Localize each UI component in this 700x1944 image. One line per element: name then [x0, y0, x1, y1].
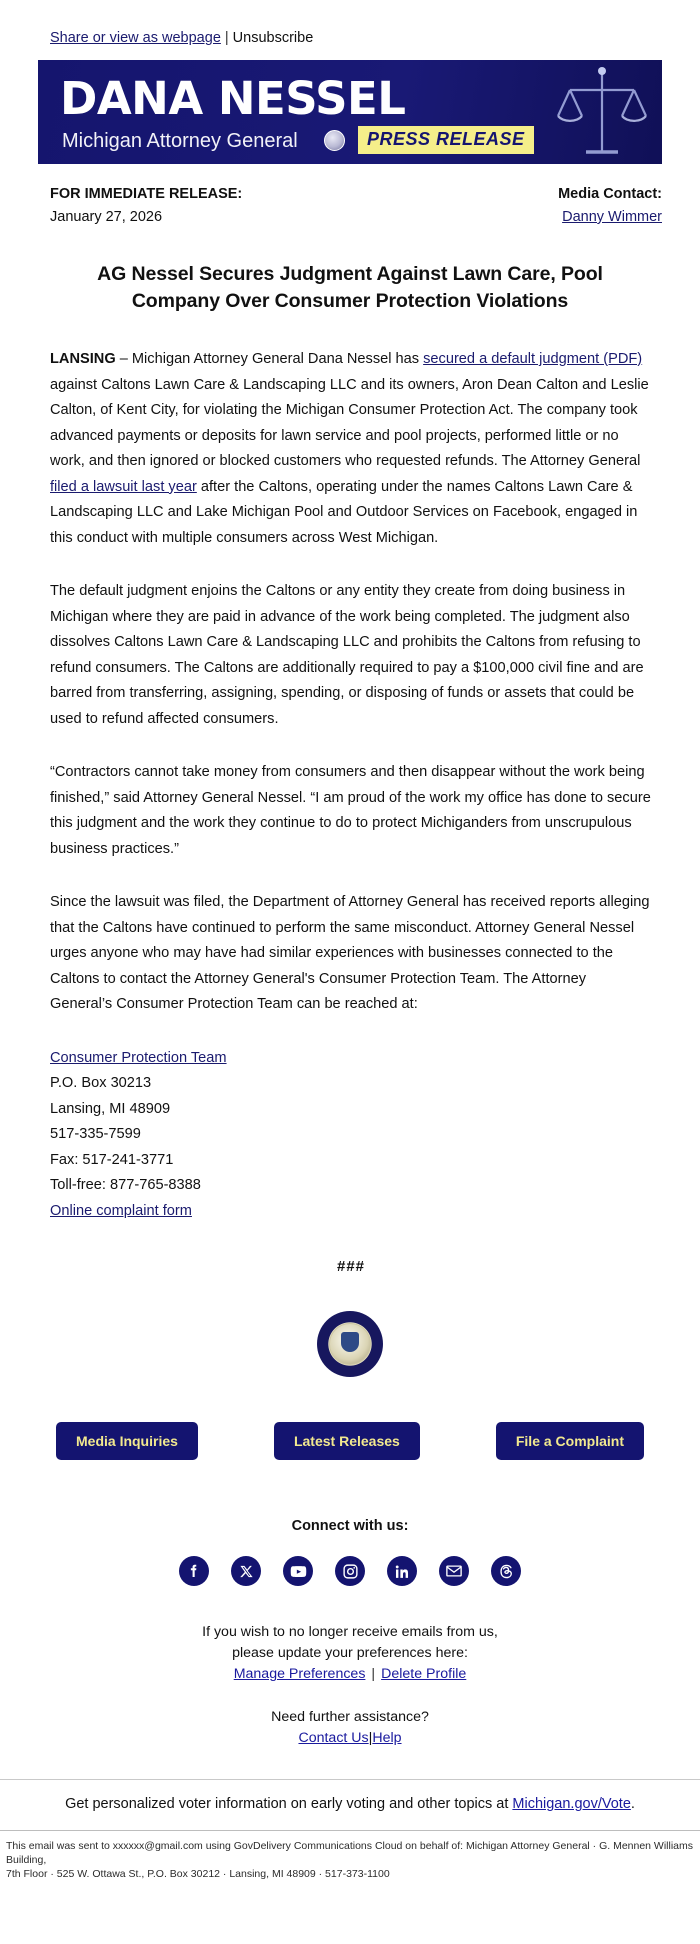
social-links-row	[0, 1556, 700, 1586]
consumer-protection-team-link[interactable]: Consumer Protection Team	[50, 1049, 227, 1066]
page-title: AG Nessel Secures Judgment Against Lawn Care, Pool Company Over Consumer Protection Violations	[97, 263, 603, 312]
delete-profile-link[interactable]: Delete Profile	[381, 1666, 467, 1682]
voter-info-bar	[0, 1780, 700, 1830]
scales-of-justice-icon	[550, 60, 654, 164]
banner-subtitle: Michigan Attorney General	[62, 130, 298, 152]
linkedin-icon[interactable]	[387, 1556, 417, 1586]
help-pipe: |	[368, 1730, 373, 1746]
legal-line-1: This email was sent to xxxxxx@gmail.com using GovDelivery Communications Cloud on behalf of: Michigan Attorney General · G. Mennen Williams Building,	[6, 1840, 694, 1866]
paragraph-3: “Contractors cannot take money from consumers and then disappear without the work being finished,” said Attorney General Nessel. “I am proud of the work my office has done to secure this judgment and the work they continue to do to protect Michiganders from unscrupulous business practices.”	[50, 764, 651, 857]
contact-city-state-zip: Lansing, MI 48909	[50, 1100, 171, 1117]
end-marker: ###	[336, 1258, 366, 1275]
release-info	[50, 186, 242, 225]
seal-row	[0, 1311, 700, 1382]
cta-button-row	[0, 1382, 700, 1460]
help-block	[0, 1707, 700, 1749]
latest-releases-button[interactable]: Latest Releases	[274, 1422, 420, 1460]
online-complaint-form-link[interactable]: Online complaint form	[50, 1202, 192, 1219]
status-badge: PRESS RELEASE	[358, 126, 534, 154]
michigan-gov-vote-link[interactable]: Michigan.gov/Vote	[512, 1796, 631, 1812]
seal-shield	[341, 1332, 359, 1352]
help-links	[0, 1728, 700, 1749]
prefs-line-2: please update your preferences here:	[232, 1645, 468, 1661]
media-contact-link[interactable]: Danny Wimmer	[562, 209, 662, 225]
legal-footer	[0, 1830, 700, 1891]
filed-lawsuit-link[interactable]: filed a lawsuit last year	[50, 478, 197, 495]
contact-phone: 517-335-7599	[50, 1126, 141, 1142]
share-or-view-as-webpage-link[interactable]: Share or view as webpage	[50, 30, 221, 46]
paragraph-4: Since the lawsuit was filed, the Department of Attorney General has received reports alleging that the Caltons have continued to perform the same misconduct. Attorney General Nessel urges anyone who may have had similar experiences with businesses connected to the Caltons to contact the Attorney General's Consumer Protection Team. The Attorney General’s Consumer Protection Team can be reached at:	[50, 894, 650, 1012]
media-contact-info	[558, 186, 662, 225]
unsubscribe-link[interactable]: Unsubscribe	[232, 30, 314, 46]
prefs-pipe: |	[371, 1666, 376, 1682]
p1-text-b: against Caltons Lawn Care & Landscaping LLC and its owners, Aron Dean Calton and Leslie Calton, of Kent City, for violating the Michigan Consumer Protection Act. The company took advanced payments or deposits for lawn service and pool projects, performed little or no work, and then ignored or blocked customers who requested refunds. The Attorney General	[50, 376, 649, 469]
consumer-protection-contact-block	[50, 1046, 652, 1225]
contact-fax: Fax: 517-241-3771	[50, 1151, 174, 1168]
contact-us-link[interactable]: Contact Us	[298, 1730, 369, 1746]
release-meta	[0, 164, 700, 225]
default-judgment-pdf-link[interactable]: secured a default judgment (PDF)	[423, 351, 643, 367]
dateline: LANSING	[50, 351, 116, 367]
media-contact-label: Media Contact:	[558, 186, 662, 202]
contact-toll-free: Toll-free: 877-765-8388	[50, 1177, 201, 1193]
great-seal-of-michigan-icon	[317, 1311, 383, 1377]
paragraph-2: The default judgment enjoins the Caltons or any entity they create from doing business in Michigan where they are paid in advance of the work being completed. The judgment also dissolves Caltons Lawn Care & Landscaping LLC and prohibits the Caltons from refusing to refund consumers. The Caltons are additionally required to pay a $100,000 civil fine and are barred from transferring, assigning, spending, or disposing of funds or assets that could be used to refund affected consumers.	[50, 583, 644, 727]
contact-po-box: P.O. Box 30213	[50, 1075, 152, 1091]
preheader-separator: |	[224, 30, 229, 46]
p1-text-c: after the Caltons, operating under the names Caltons Lawn Care & Landscaping LLC and Lake Michigan Pool and Outdoor Services on Facebook, engaged in this conduct with multiple consumers across West Michigan.	[50, 478, 638, 546]
p1-text-a: – Michigan Attorney General Dana Nessel has	[115, 351, 424, 367]
for-immediate-release-label: FOR IMMEDIATE RELEASE:	[50, 186, 243, 202]
youtube-icon[interactable]	[283, 1556, 313, 1586]
x-twitter-icon[interactable]	[231, 1556, 261, 1586]
facebook-icon[interactable]	[179, 1556, 209, 1586]
michigan-state-seal-icon	[324, 130, 345, 151]
threads-icon[interactable]	[491, 1556, 521, 1586]
email-icon[interactable]	[439, 1556, 469, 1586]
banner-wrap	[0, 60, 700, 164]
press-release-banner	[38, 60, 662, 164]
preheader	[0, 0, 700, 60]
media-inquiries-button[interactable]: Media Inquiries	[56, 1422, 198, 1460]
press-release-body	[0, 347, 700, 1275]
paragraph-1	[50, 347, 652, 551]
prefs-links	[0, 1664, 700, 1685]
manage-preferences-link[interactable]: Manage Preferences	[233, 1666, 366, 1682]
preferences-block	[0, 1622, 700, 1685]
prefs-line-1: If you wish to no longer receive emails from us,	[202, 1624, 498, 1640]
help-link[interactable]: Help	[372, 1730, 402, 1746]
banner-attorney-general-name: DANA NESSEL	[60, 72, 406, 125]
legal-line-2: 7th Floor · 525 W. Ottawa St., P.O. Box 30212 · Lansing, MI 48909 · 517-373-1100	[6, 1868, 390, 1880]
connect-with-us-label: Connect with us:	[291, 1518, 409, 1534]
instagram-icon[interactable]	[335, 1556, 365, 1586]
release-date: January 27, 2026	[50, 209, 163, 225]
help-line-1: Need further assistance?	[271, 1709, 429, 1725]
file-a-complaint-button[interactable]: File a Complaint	[496, 1422, 644, 1460]
voter-text-after: .	[630, 1796, 635, 1812]
voter-text-before: Get personalized voter information on early voting and other topics at	[65, 1796, 513, 1812]
